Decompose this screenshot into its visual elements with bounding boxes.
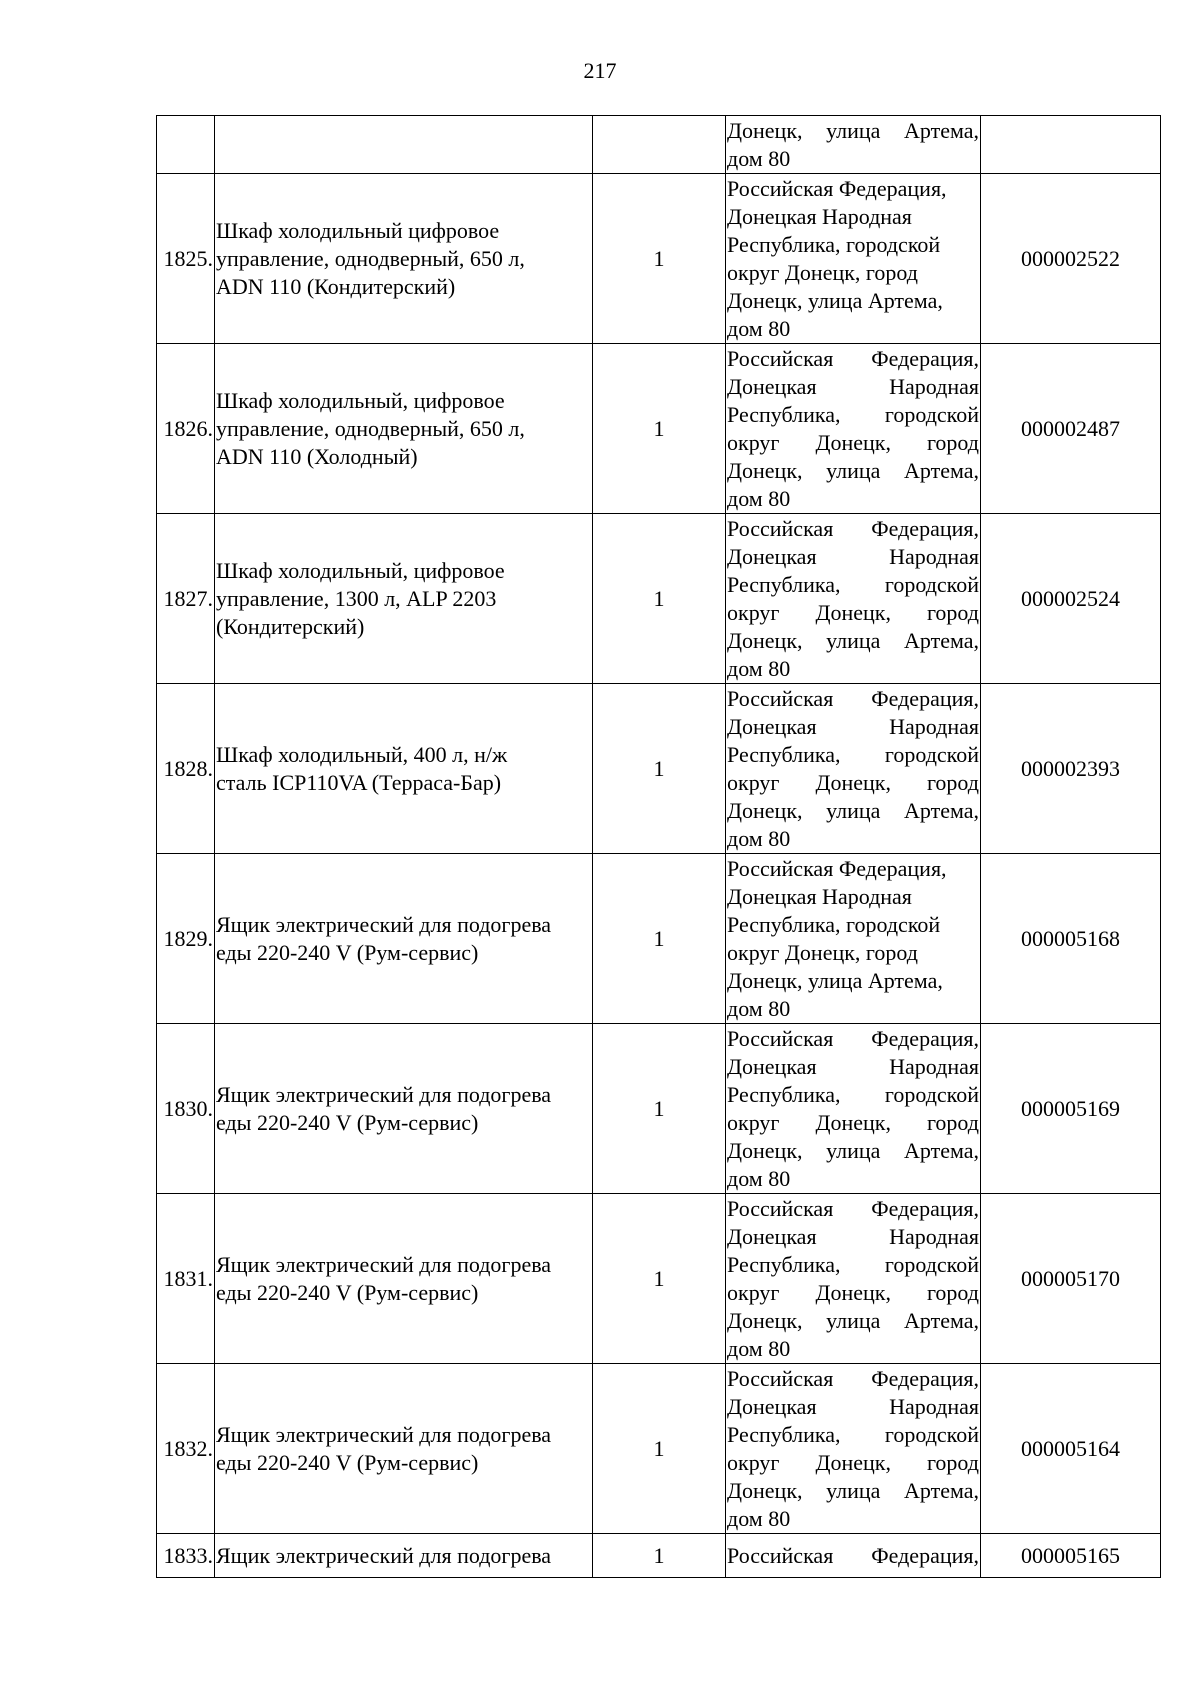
address-line: Российская Федерация, xyxy=(727,1365,979,1391)
inventory-number-cell: 000005170 xyxy=(981,1194,1161,1364)
row-number-cell: 1832. xyxy=(157,1364,215,1534)
item-name-cell: Ящик электрический для подогрева xyxy=(215,1534,593,1578)
row-number-cell: 1825. xyxy=(157,174,215,344)
address-cell xyxy=(726,344,981,514)
address-line: Донецкая Народная xyxy=(727,203,912,229)
row-number-cell: 1826. xyxy=(157,344,215,514)
address-cell xyxy=(726,684,981,854)
row-number-cell: 1833. xyxy=(157,1534,215,1578)
quantity-cell: 1 xyxy=(593,684,726,854)
address-line: дом 80 xyxy=(727,995,791,1021)
item-name-line: еды 220-240 V (Рум-сервис) xyxy=(216,1449,479,1475)
address-line: округ Донецк, город xyxy=(727,259,918,285)
item-name-line: управление, однодверный, 650 л, xyxy=(216,245,525,271)
address-line: Республика, городской xyxy=(727,231,941,257)
page-number: 217 xyxy=(583,58,617,83)
item-name-line: еды 220-240 V (Рум-сервис) xyxy=(216,1109,479,1135)
table-row xyxy=(157,1364,1161,1534)
address-line: Республика, городской xyxy=(727,741,979,767)
item-name-line: управление, 1300 л, ALP 2203 xyxy=(216,585,497,611)
address-line: Донецкая Народная xyxy=(727,373,979,399)
item-name-line: Ящик электрический для подогрева xyxy=(216,911,552,937)
address-line: Донецкая Народная xyxy=(727,543,979,569)
address-line: Республика, городской xyxy=(727,911,941,937)
item-name-line: ADN 110 (Кондитерский) xyxy=(216,273,456,299)
table-row xyxy=(157,514,1161,684)
quantity-cell: 1 xyxy=(593,174,726,344)
address-line: дом 80 xyxy=(727,655,791,681)
table-row xyxy=(157,1194,1161,1364)
inventory-number-cell: 000005164 xyxy=(981,1364,1161,1534)
item-name-cell xyxy=(215,854,593,1024)
item-name-cell xyxy=(215,1364,593,1534)
inventory-table xyxy=(156,115,1161,1578)
item-name-line: Шкаф холодильный, цифровое xyxy=(216,387,505,413)
quantity-cell: 1 xyxy=(593,514,726,684)
item-name-line: еды 220-240 V (Рум-сервис) xyxy=(216,1279,479,1305)
item-name-line: Шкаф холодильный, цифровое xyxy=(216,557,505,583)
item-name-line: Ящик электрический для подогрева xyxy=(216,1421,552,1447)
quantity-cell: 1 xyxy=(593,1534,726,1578)
address-cell: Российская Федерация, xyxy=(726,1534,981,1578)
table-row xyxy=(157,344,1161,514)
inventory-number-cell: 000002522 xyxy=(981,174,1161,344)
item-name-line: сталь ICP110VA (Терраса-Бар) xyxy=(216,769,502,795)
address-line: Российская Федерация, xyxy=(727,345,979,371)
address-line: Донецкая Народная xyxy=(727,1053,979,1079)
address-line: Донецк, улица Артема, xyxy=(727,1137,979,1163)
address-line: Донецк, улица Артема, xyxy=(727,797,979,823)
row-number-cell: 1831. xyxy=(157,1194,215,1364)
item-name-line: еды 220-240 V (Рум-сервис) xyxy=(216,939,479,965)
address-line: Российская Федерация, xyxy=(727,855,947,881)
address-line: дом 80 xyxy=(727,145,791,171)
address-line: Российская Федерация, xyxy=(727,685,979,711)
table-row xyxy=(157,1534,1161,1578)
address-line: Донецк, улица Артема, xyxy=(727,627,979,653)
address-line: Донецкая Народная xyxy=(727,713,979,739)
table-row xyxy=(157,854,1161,1024)
address-line: дом 80 xyxy=(727,1165,791,1191)
address-line: дом 80 xyxy=(727,825,791,851)
item-name-cell xyxy=(215,514,593,684)
address-line: Донецкая Народная xyxy=(727,1223,979,1249)
address-line: округ Донецк, город xyxy=(727,939,918,965)
address-line: округ Донецк, город xyxy=(727,1449,979,1475)
item-name-cell xyxy=(215,1194,593,1364)
address-line: округ Донецк, город xyxy=(727,1279,979,1305)
item-name-cell xyxy=(215,344,593,514)
table-row xyxy=(157,174,1161,344)
inventory-number-cell: 000002487 xyxy=(981,344,1161,514)
address-line: Донецкая Народная xyxy=(727,1393,979,1419)
address-line: Российская Федерация, xyxy=(727,1025,979,1051)
address-cell xyxy=(726,514,981,684)
address-line: Российская Федерация, xyxy=(727,515,979,541)
inventory-number-cell: 000005169 xyxy=(981,1024,1161,1194)
continuation-row xyxy=(157,116,1161,174)
item-name-line: (Кондитерский) xyxy=(216,613,365,639)
address-line: дом 80 xyxy=(727,1335,791,1361)
address-cell xyxy=(726,1024,981,1194)
quantity-cell xyxy=(593,116,726,174)
inventory-number-cell: 000002393 xyxy=(981,684,1161,854)
address-line: Донецк, улица Артема, xyxy=(727,1477,979,1503)
address-line: Российская Федерация, xyxy=(727,1195,979,1221)
address-line: округ Донецк, город xyxy=(727,1109,979,1135)
inventory-number-cell: 000005165 xyxy=(981,1534,1161,1578)
address-cell xyxy=(726,1364,981,1534)
row-number-cell xyxy=(157,116,215,174)
address-line: дом 80 xyxy=(727,485,791,511)
inventory-table-body xyxy=(157,116,1161,1578)
row-number-cell: 1830. xyxy=(157,1024,215,1194)
address-line: Республика, городской xyxy=(727,1251,979,1277)
address-line: Республика, городской xyxy=(727,571,979,597)
item-name-cell xyxy=(215,116,593,174)
item-name-line: управление, однодверный, 650 л, xyxy=(216,415,525,441)
item-name-line: Шкаф холодильный, 400 л, н/ж xyxy=(216,741,508,767)
item-name-line: Ящик электрический для подогрева xyxy=(216,1251,552,1277)
table-row xyxy=(157,1024,1161,1194)
address-line: Донецк, улица Артема, xyxy=(727,1307,979,1333)
address-line: дом 80 xyxy=(727,315,791,341)
address-line: Донецк, улица Артема, xyxy=(727,117,979,143)
quantity-cell: 1 xyxy=(593,1194,726,1364)
quantity-cell: 1 xyxy=(593,854,726,1024)
address-cell xyxy=(726,1194,981,1364)
address-line: Республика, городской xyxy=(727,1081,979,1107)
address-line: округ Донецк, город xyxy=(727,429,979,455)
address-line: округ Донецк, город xyxy=(727,599,979,625)
address-line: округ Донецк, город xyxy=(727,769,979,795)
address-cell xyxy=(726,116,981,174)
address-cell xyxy=(726,854,981,1024)
item-name-line: Шкаф холодильный цифровое xyxy=(216,217,500,243)
inventory-number-cell xyxy=(981,116,1161,174)
quantity-cell: 1 xyxy=(593,1024,726,1194)
address-line: Донецк, улица Артема, xyxy=(727,967,943,993)
address-line: Российская Федерация, xyxy=(727,175,947,201)
quantity-cell: 1 xyxy=(593,344,726,514)
row-number-cell: 1829. xyxy=(157,854,215,1024)
quantity-cell: 1 xyxy=(593,1364,726,1534)
row-number-cell: 1828. xyxy=(157,684,215,854)
address-line: Республика, городской xyxy=(727,401,979,427)
address-line: Республика, городской xyxy=(727,1421,979,1447)
item-name-cell xyxy=(215,1024,593,1194)
address-line: Донецк, улица Артема, xyxy=(727,457,979,483)
address-cell xyxy=(726,174,981,344)
row-number-cell: 1827. xyxy=(157,514,215,684)
address-line: дом 80 xyxy=(727,1505,791,1531)
address-line: Донецкая Народная xyxy=(727,883,912,909)
item-name-line: Ящик электрический для подогрева xyxy=(216,1081,552,1107)
inventory-number-cell: 000005168 xyxy=(981,854,1161,1024)
item-name-cell xyxy=(215,174,593,344)
table-row xyxy=(157,684,1161,854)
inventory-number-cell: 000002524 xyxy=(981,514,1161,684)
item-name-line: ADN 110 (Холодный) xyxy=(216,443,418,469)
address-line: Донецк, улица Артема, xyxy=(727,287,943,313)
item-name-cell xyxy=(215,684,593,854)
